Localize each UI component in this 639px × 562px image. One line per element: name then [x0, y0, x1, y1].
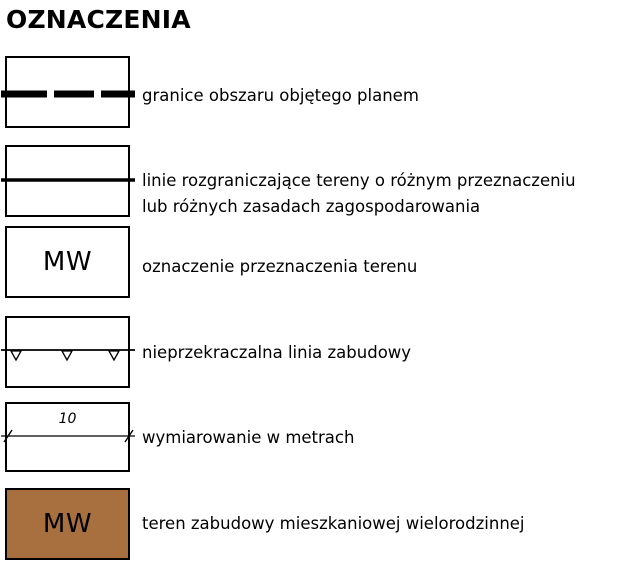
dimensioning-symbol	[5, 402, 130, 472]
residential-area-description: teren zabudowy mieszkaniowej wielorodzinnej	[142, 514, 525, 533]
demarcation-line-description-1: linie rozgraniczające tereny o różnym przeznaczeniu	[142, 171, 576, 190]
solid-demarcation-line	[5, 145, 130, 217]
land-use-code: MW	[42, 247, 93, 277]
legend-title: OZNACZENIA	[6, 5, 191, 34]
demarcation-line-symbol	[5, 145, 130, 217]
plan-boundary-symbol	[5, 56, 130, 128]
residential-area-code: MW	[42, 509, 93, 539]
triangle-marker	[109, 351, 119, 360]
dimension-value: 10	[58, 411, 77, 427]
building-line-description: nieprzekraczalna linia zabudowy	[142, 343, 412, 362]
land-use-designation-symbol	[5, 226, 130, 298]
dimensioning-description: wymiarowanie w metrach	[142, 428, 355, 447]
demarcation-line-description-2: lub różnych zasadach zagospodarowania	[142, 197, 481, 216]
triangle-marker	[11, 351, 21, 360]
dashed-boundary-line	[5, 56, 130, 128]
plan-boundary-description: granice obszaru objętego planem	[142, 86, 419, 105]
building-line-symbol	[5, 316, 130, 388]
residential-area-symbol	[5, 488, 130, 560]
triangle-marker	[62, 351, 72, 360]
land-use-designation-description: oznaczenie przeznaczenia terenu	[142, 257, 418, 276]
building-line-with-triangles	[5, 316, 130, 388]
